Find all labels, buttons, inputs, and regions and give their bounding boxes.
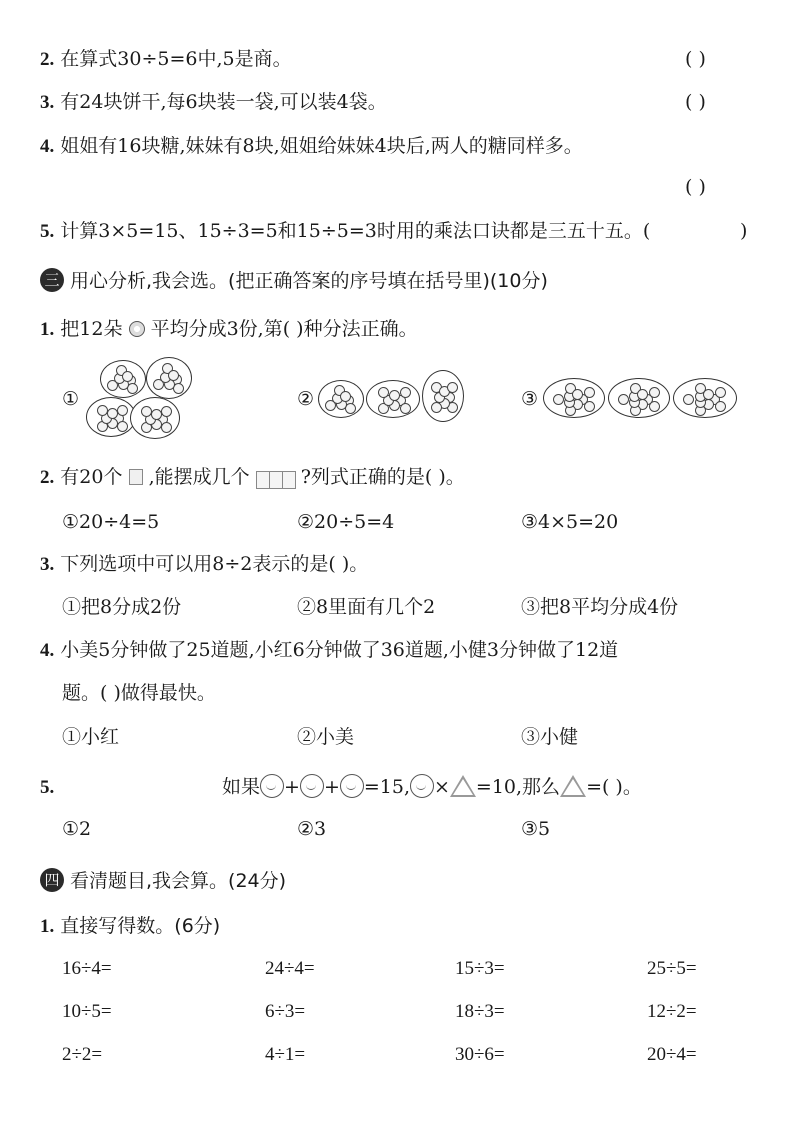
flower-icon [584,401,595,412]
flower-icon [649,401,660,412]
section-number-badge: 四 [40,868,64,892]
calc-item[interactable]: 10÷5= [62,1001,112,1022]
option-c[interactable]: ③4×5=20 [521,511,619,533]
calc-item[interactable]: 6÷3= [265,1001,306,1022]
flower-icon [400,403,411,414]
option-3-label[interactable]: ③ [521,388,539,410]
flower-icon [400,387,411,398]
flower-plate [673,378,737,418]
flower-plate [130,397,180,439]
option-c[interactable]: ③5 [521,818,551,840]
option-a[interactable]: ①20÷4=5 [62,511,160,533]
flower-plate [366,380,420,418]
flower-icon [715,401,726,412]
calc-item[interactable]: 24÷4= [265,958,315,979]
choice-q2: 2. 有20个 ,能摆成几个 ?列式正确的是( )。 [40,464,465,496]
calc-item[interactable]: 16÷4= [62,958,112,979]
flower-icon [117,421,128,432]
option-b[interactable]: ②3 [297,818,327,840]
choice-q3: 3. 下列选项中可以用8÷2表示的是( )。 [40,553,369,575]
flower-plate [100,360,146,398]
section-number-badge: 三 [40,268,64,292]
calc-q1: 1. 直接写得数。(6分) [40,915,221,937]
section-title: 看清题目,我会算。(24分) [70,870,287,892]
flower-icon [129,321,145,337]
flower-plate [543,378,605,418]
flower-icon [161,422,172,433]
option-a[interactable]: ①把8分成2份 [62,596,182,618]
calc-item[interactable]: 30÷6= [455,1044,505,1065]
choice-q4: 4. 小美5分钟做了25道题,小红6分钟做了36道题,小健3分钟做了12道 [40,639,619,661]
option-c[interactable]: ③把8平均分成4份 [521,596,679,618]
choice-q5: 如果 + + =15, × =10,那么 =( )。 [222,776,642,798]
smiley-icon [340,774,364,798]
triangle-icon [450,775,476,797]
flower-plate [146,357,192,399]
option-b[interactable]: ②8里面有几个2 [297,596,436,618]
option-c[interactable]: ③小健 [521,726,579,748]
calc-item[interactable]: 4÷1= [265,1044,306,1065]
smiley-icon [260,774,284,798]
judge-q2: 2. 在算式30÷5=6中,5是商。 [40,48,292,70]
judge-q5: 5. 计算3×5=15、15÷3=5和15÷5=3时用的乘法口诀都是三五十五。( [40,220,651,242]
section-4-header [40,866,286,893]
cube-group-icon [256,470,295,496]
flower-plate [422,370,464,422]
calc-item[interactable]: 18÷3= [455,1001,505,1022]
judge-q3: 3. 有24块饼干,每6块装一袋,可以装4袋。 [40,91,387,113]
choice-q5-num: 5. [40,777,55,798]
flower-icon [715,387,726,398]
option-b[interactable]: ②小美 [297,726,355,748]
cube-icon [129,469,143,485]
flower-plate [86,397,136,437]
choice-q1: 1. 把12朵 平均分成3份,第( )种分法正确。 [40,318,418,340]
calc-item[interactable]: 20÷4= [647,1044,697,1065]
option-a[interactable]: ①小红 [62,726,120,748]
option-2-label[interactable]: ② [297,388,315,410]
section-3-header [40,266,548,293]
flower-plate [318,380,364,418]
smiley-icon [410,774,434,798]
section-title: 用心分析,我会选。(把正确答案的序号填在括号里)(10分) [70,270,548,292]
flower-icon [618,394,629,405]
flower-icon [683,394,694,405]
flower-icon [553,394,564,405]
calc-item[interactable]: 12÷2= [647,1001,697,1022]
flower-icon [431,402,442,413]
choice-q4-cont: 题。( )做得最快。 [62,682,216,704]
flower-icon [161,406,172,417]
smiley-icon [300,774,324,798]
flower-icon [447,382,458,393]
answer-blank[interactable]: ( ) [685,48,706,70]
answer-blank-close[interactable]: ) [740,220,748,242]
option-a[interactable]: ①2 [62,818,92,840]
triangle-icon [560,775,586,797]
flower-icon [649,387,660,398]
flower-icon [117,405,128,416]
flower-icon [584,387,595,398]
calc-item[interactable]: 2÷2= [62,1044,103,1065]
answer-blank[interactable]: ( ) [685,91,706,113]
judge-q4: 4. 姐姐有16块糖,妹妹有8块,姐姐给妹妹4块后,两人的糖同样多。 [40,135,583,157]
answer-blank[interactable]: ( ) [685,176,706,198]
option-b[interactable]: ②20÷5=4 [297,511,395,533]
option-1-label[interactable]: ① [62,388,80,410]
calc-item[interactable]: 15÷3= [455,958,505,979]
flower-plate [608,378,670,418]
calc-item[interactable]: 25÷5= [647,958,697,979]
